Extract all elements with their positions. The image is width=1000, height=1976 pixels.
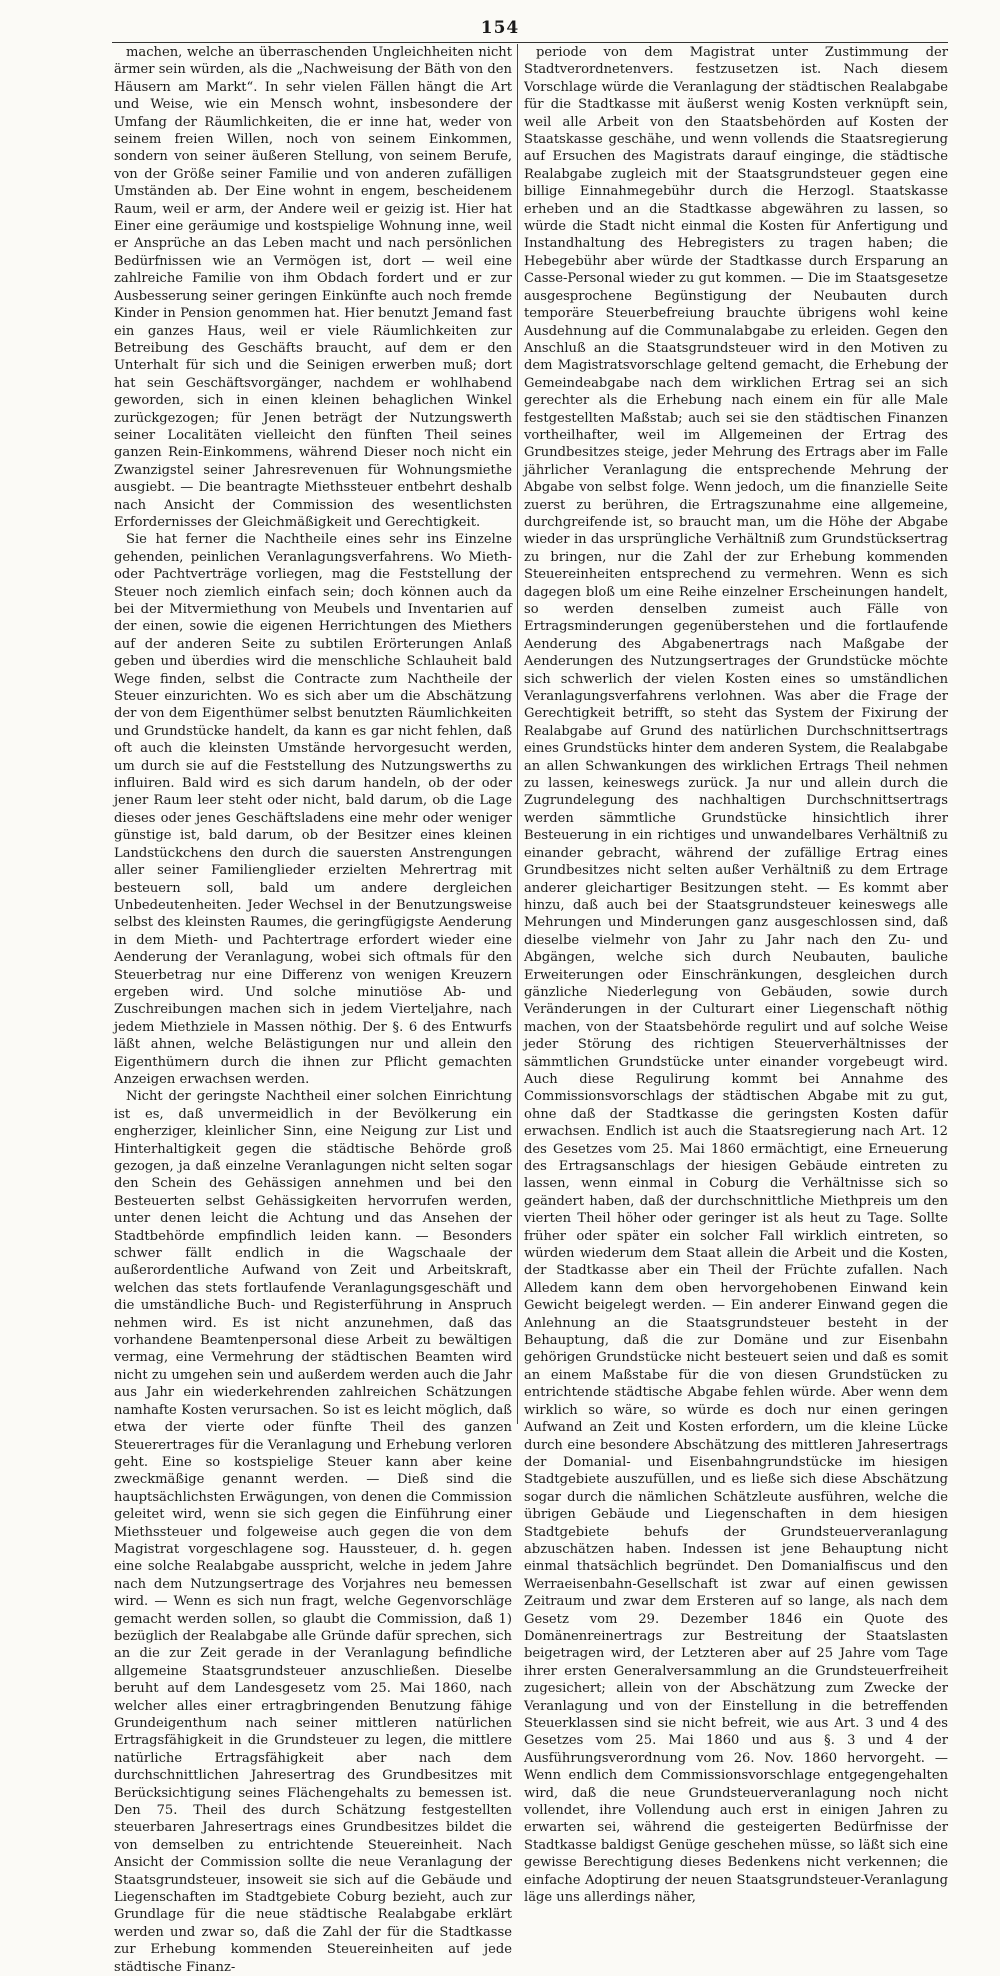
paragraph: machen, welche an überraschenden Ungleichheiten nicht ärmer sein würden, als die „Nachweisung der Bäth von den Häusern am Markt“. In sehr vielen Fällen hängt die Art und Weise, wie ein Mensch wohnt, insbesondere der Umfang der Räumlichkeiten, die er inne hat, weder von seinem freien Willen, noch von seinem Einkommen, sondern von seiner äußeren Stellung, von seinem Berufe, von der Größe seiner Familie und von anderen zufälligen Umständen ab. Der Eine wohnt in engem, bescheidenem Raum, weil er arm, der Andere weil er geizig ist. Hier hat Einer eine geräumige und kostspielige Wohnung inne, weil er Ansprüche an das Leben macht und nach persönlichen Bedürfnissen wie an Vermögen ist, dort — weil eine zahlreiche Familie von ihm Obdach fordert und er zur Ausbesserung seiner geringen Einkünfte auch noch fremde Kinder in Pension genommen hat. Hier benutzt Jemand fast ein ganzes Haus, weil er viele Räumlichkeiten zur Betreibung des Geschäfts braucht, auf dem er den Unterhalt für sich und die Seinigen erwerben muß; dort hat sein Geschäftsvorgänger, nachdem er wohlhabend geworden, sich in einen kleinen behaglichen Winkel zurückgezogen; für Jenen beträgt der Nutzungswerth seiner Localitäten vielleicht den fünften Theil seines ganzen Rein-Einkommens, während Dieser noch nicht ein Zwanzigstel seiner Jahresrevenuen für Wohnungsmiethe ausgiebt. — Die beantragte Miethssteuer entbehrt deshalb nach Ansicht der Commission des wesentlichsten Erfordernisses der Gleichmäßigkeit und Gerechtigkeit.: [114, 45, 512, 530]
left-column: [114, 44, 512, 1975]
right-column: [524, 44, 948, 1906]
column-divider: [517, 44, 518, 1424]
page-number: 154: [480, 18, 520, 38]
header-rule: [112, 42, 948, 43]
paragraph: Sie hat ferner die Nachtheile eines sehr ins Einzelne gehenden, peinlichen Veranlagungsverfahrens. Wo Mieth- oder Pachtverträge vorliegen, mag die Feststellung der Steuer noch ziemlich einfach sein; doch können auch da bei der Mitvermiethung von Meubels und Inventarien auf der einen, sowie die eigenen Herrichtungen des Miethers auf der anderen Seite zu subtilen Erörterungen Anlaß geben und überdies wird die menschliche Schlauheit bald Wege finden, selbst die Contracte zum Nachtheile der Steuer einzurichten. Wo es sich aber um die Abschätzung der von dem Eigenthümer selbst benutzten Räumlichkeiten und Grundstücke handelt, da kann es gar nicht fehlen, daß oft auch die kleinsten Umstände hervorgesucht werden, um durch sie auf die Feststellung des Nutzungswerths zu influiren. Bald wird es sich darum handeln, ob der oder jener Raum leer steht oder nicht, bald darum, ob die Lage dieses oder jenes Geschäftsladens eine mehr oder weniger günstige ist, bald darum, ob der Besitzer eines kleinen Landstückchens den durch die sauersten Anstrengungen aller seiner Familienglieder erzielten Mehrertrag mit besteuern soll, bald um andere dergleichen Unbedeutenheiten. Jeder Wechsel in der Benutzungsweise selbst des kleinsten Raumes, die geringfügigste Aenderung in dem Mieth- und Pachtertrage erfordert wieder eine Aenderung der Veranlagung, wobei sich oftmals für den Steuerbetrag nur eine Differenz von wenigen Kreuzern ergeben wird. Und solche minutiöse Ab- und Zuschreibungen machen sich in jedem Vierteljahre, nach jedem Miethziele in Massen nöthig. Der §. 6 des Entwurfs läßt ahnen, welche Belästigungen nur und allein den Eigenthümern durch die ihnen zur Pflicht gemachten Anzeigen erwachsen werden.: [114, 532, 512, 1087]
paragraph: periode von dem Magistrat unter Zustimmung der Stadtverordnetenvers. festzusetzen ist. Nach diesem Vorschlage würde die Veranlagung der städtischen Realabgabe für die Stadtkasse mit äußerst wenig Kosten verknüpft sein, weil alle Arbeit von den Staatsbehörden auf Kosten der Staatskasse geschähe, und wenn vollends die Staatsregierung auf Ersuchen des Magistrats darauf einginge, die städtische Realabgabe zugleich mit der Staatsgrundsteuer gegen eine billige Einnahmegebühr durch die Herzogl. Staatskasse erheben und an die Stadtkasse abgewähren zu lassen, so würde die Stadt nicht einmal die Kosten für Anfertigung und Instandhaltung des Hebregisters zu tragen haben; die Hebegebühr aber würde der Stadtkasse durch Ersparung an Casse-Personal wieder zu gut kommen. — Die im Staatsgesetze ausgesprochene Begünstigung der Neubauten durch temporäre Steuerbefreiung brauchte übrigens wohl keine Ausdehnung auf die Communalabgabe zu erleiden. Gegen den Anschluß an die Staatsgrundsteuer wird in den Motiven zu dem Magistratsvorschlage geltend gemacht, die Erhebung der Gemeindeabgabe nach dem wirklichen Ertrag sei an sich gerechter als die Erhebung nach einem ein für alle Male festgestellten Maßstab; auch sei sie den städtischen Finanzen vortheilhafter, weil im Allgemeinen der Ertrag des Grundbesitzes steige, jeder Mehrung des Ertrags aber im Falle jährlicher Veranlagung die entsprechende Mehrung der Abgabe von selbst folge. Wenn jedoch, um die finanzielle Seite zuerst zu berühren, die Ertragszunahme eine allgemeine, durchgreifende ist, so braucht man, um die Höhe der Abgabe wieder in das ursprüngliche Verhältniß zum Grundstücksertrag zu bringen, nur die Zahl der zur Erhebung kommenden Steuereinheiten entsprechend zu vermehren. Wenn es sich dagegen bloß um eine Reihe einzelner Erscheinungen handelt, so werden denselben zumeist auch Fälle von Ertragsminderungen gegenüberstehen und die fortlaufende Aenderung des Abgabenertrags nach Maßgabe der Aenderungen des Nutzungsertrages der Grundstücke möchte sich schwerlich der vielen Kosten eines so umständlichen Veranlagungsverfahrens verlohnen. Was aber die Frage der Gerechtigkeit betrifft, so steht das System der Fixirung der Realabgabe auf Grund des natürlichen Durchschnittsertrags eines Grundstücks hinter dem anderen System, die Realabgabe an allen Schwankungen des wirklichen Ertrags Theil nehmen zu lassen, keineswegs zurück. Ja nur und allein durch die Zugrundelegung des nachhaltigen Durchschnittsertrags werden sämmtliche Grundstücke hinsichtlich ihrer Besteuerung in ein richtiges und unwandelbares Verhältniß zu einander gebracht, während der zufällige Ertrag eines Grundbesitzes nicht selten außer Verhältniß zu dem Ertrage anderer gleichartiger Besitzungen steht. — Es kommt aber hinzu, daß auch bei der Staatsgrundsteuer keineswegs alle Mehrungen und Minderungen ganz ausgeschlossen sind, daß dieselbe vielmehr von Jahr zu Jahr nach den Zu- und Abgängen, welche sich durch Neubauten, bauliche Erweiterungen oder Einschränkungen, desgleichen durch gänzliche Niederlegung von Gebäuden, sowie durch Veränderungen in der Culturart einer Liegenschaft nöthig machen, von der Staatsbehörde regulirt und auf solche Weise jeder Störung des richtigen Steuerverhältnisses der sämmtlichen Grundstücke unter einander vorgebeugt wird. Auch diese Regulirung kommt bei Annahme des Commissionsvorschlags der städtischen Abgabe mit zu gut, ohne daß der Stadtkasse die geringsten Kosten dafür erwachsen. Endlich ist auch die Staatsregierung nach Art. 12 des Gesetzes vom 25. Mai 1860 ermächtigt, eine Erneuerung des Ertragsanschlags der hiesigen Gebäude eintreten zu lassen, wenn einmal in Coburg die Verhältnisse sich so geändert haben, daß der durchschnittliche Miethpreis um den vierten Theil höher oder geringer ist als heut zu Tage. Sollte früher oder später ein solcher Fall wirklich eintreten, so würden wiederum dem Staat allein die Arbeit und die Kosten, der Stadtkasse aber ein Theil der Früchte zufallen. Nach Alledem kann dem oben hervorgehobenen Einwand kein Gewicht beigelegt werden. — Ein anderer Einwand gegen die Anlehnung an die Staatsgrundsteuer besteht in der Behauptung, daß die zur Domäne und zur Eisenbahn gehörigen Grundstücke nicht besteuert seien und daß es somit an einem Maßstabe für die von diesen Grundstücken zu entrichtende städtische Abgabe fehlen würde. Aber wenn dem wirklich so wäre, so würde es doch nur einen geringen Aufwand an Zeit und Kosten erfordern, um die kleine Lücke durch eine besondere Abschätzung des mittleren Jahresertrags der Domanial- und Eisenbahngrundstücke im hiesigen Stadtgebiete auszufüllen, und es ließe sich diese Abschätzung sogar durch die nämlichen Schätzleute ausführen, welche die übrigen Gebäude und Liegenschaften in dem hiesigen Stadtgebiete behufs der Grundsteuerveranlagung abzuschätzen haben. Indessen ist jene Behauptung nicht einmal thatsächlich begründet. Den Domanialfiscus und den Werraeisenbahn-Gesellschaft ist zwar auf einen gewissen Zeitraum und zwar dem Ersteren auf so lange, als nach dem Gesetz vom 29. Dezember 1846 ein Quote des Domänenreinertrags zur Bestreitung der Staatslasten beigetragen wird, der Letzteren aber auf 25 Jahre vom Tage ihrer ersten Generalversammlung an die Grundsteuerfreiheit zugesichert; allein von der Abschätzung zum Zwecke der Veranlagung und von der Einstellung in die betreffenden Steuerklassen sind sie nicht befreit, wie aus Art. 3 und 4 des Gesetzes vom 25. Mai 1860 und aus §. 3 und 4 der Ausführungsverordnung vom 26. Nov. 1860 hervorgeht. — Wenn endlich dem Commissionsvorschlage entgegengehalten wird, daß die neue Grundsteuerveranlagung noch nicht vollendet, ihre Vollendung auch erst in einigen Jahren zu erwarten sei, während die gesteigerten Bedürfnisse der Stadtkasse baldigst Genüge geschehen müsse, so läßt sich eine gewisse Berechtigung dieses Bedenkens nicht verkennen; die einfache Adoptirung der neuen Staatsgrundsteuer-Veranlagung läge uns allerdings näher,: [524, 45, 948, 1906]
paragraph: Nicht der geringste Nachtheil einer solchen Einrichtung ist es, daß unvermeidlich in der Bevölkerung ein engherziger, kleinlicher Sinn, eine Neigung zur List und Hinterhaltigkeit gegen die städtische Behörde groß gezogen, ja daß einzelne Veranlagungen nicht selten sogar den Schein des Gehässigen annehmen und bei den Besteuerten selbst Gehässigkeiten hervorrufen werden, unter denen leicht die Achtung und das Ansehen der Stadtbehörde empfindlich leiden kann. — Besonders schwer fällt endlich in die Wagschaale der außerordentliche Aufwand von Zeit und Arbeitskraft, welchen das stets fortlaufende Veranlagungsgeschäft und die umständliche Buch- und Registerführung in Anspruch nehmen wird. Es ist nicht anzunehmen, daß das vorhandene Beamtenpersonal diese Arbeit zu bewältigen vermag, eine Vermehrung der städtischen Beamten wird nicht zu umgehen sein und außerdem werden auch die Jahr aus Jahr ein wiederkehrenden zahlreichen Schätzungen namhafte Kosten verursachen. So ist es leicht möglich, daß etwa der vierte oder fünfte Theil des ganzen Steuerertrages für die Veranlagung und Erhebung verloren geht. Eine so kostspielige Steuer kann aber keine zweckmäßige genannt werden. — Dieß sind die hauptsächlichsten Erwägungen, von denen die Commission geleitet wird, wenn sie sich gegen die Einführung einer Miethssteuer und folgeweise auch gegen die von dem Magistrat vorgeschlagene sog. Haussteuer, d. h. gegen eine solche Realabgabe ausspricht, welche in jedem Jahre nach dem Nutzungsertrage des Vorjahres neu bemessen wird. — Wenn es sich nun fragt, welche Gegenvorschläge gemacht werden sollen, so glaubt die Commission, daß 1) bezüglich der Realabgabe alle Gründe dafür sprechen, sich an die zur Zeit gerade in der Veranlagung befindliche allgemeine Staatsgrundsteuer anzuschließen. Dieselbe beruht auf dem Landesgesetz vom 25. Mai 1860, nach welcher alles einer ertragbringenden Benutzung fähige Grundeigenthum nach seiner mittleren natürlichen Ertragsfähigkeit in die Grundsteuer zu legen, die mittlere natürliche Ertragsfähigkeit aber nach dem durchschnittlichen Jahresertrag des Grundbesitzes mit Berücksichtigung seines Flächengehalts zu bemessen ist. Den 75. Theil des durch Schätzung festgestellten steuerbaren Jahresertrags eines Grundbesitzes bildet die von demselben zu entrichtende Steuereinheit. Nach Ansicht der Commission sollte die neue Veranlagung der Staatsgrundsteuer, insoweit sie sich auf die Gebäude und Liegenschaften im Stadtgebiete Coburg bezieht, auch zur Grundlage für die neue städtische Realabgabe erklärt werden und zwar so, daß die Zahl der für die Stadtkasse zur Erhebung kommenden Steuereinheiten auf jede städtische Finanz-: [114, 1089, 512, 1975]
